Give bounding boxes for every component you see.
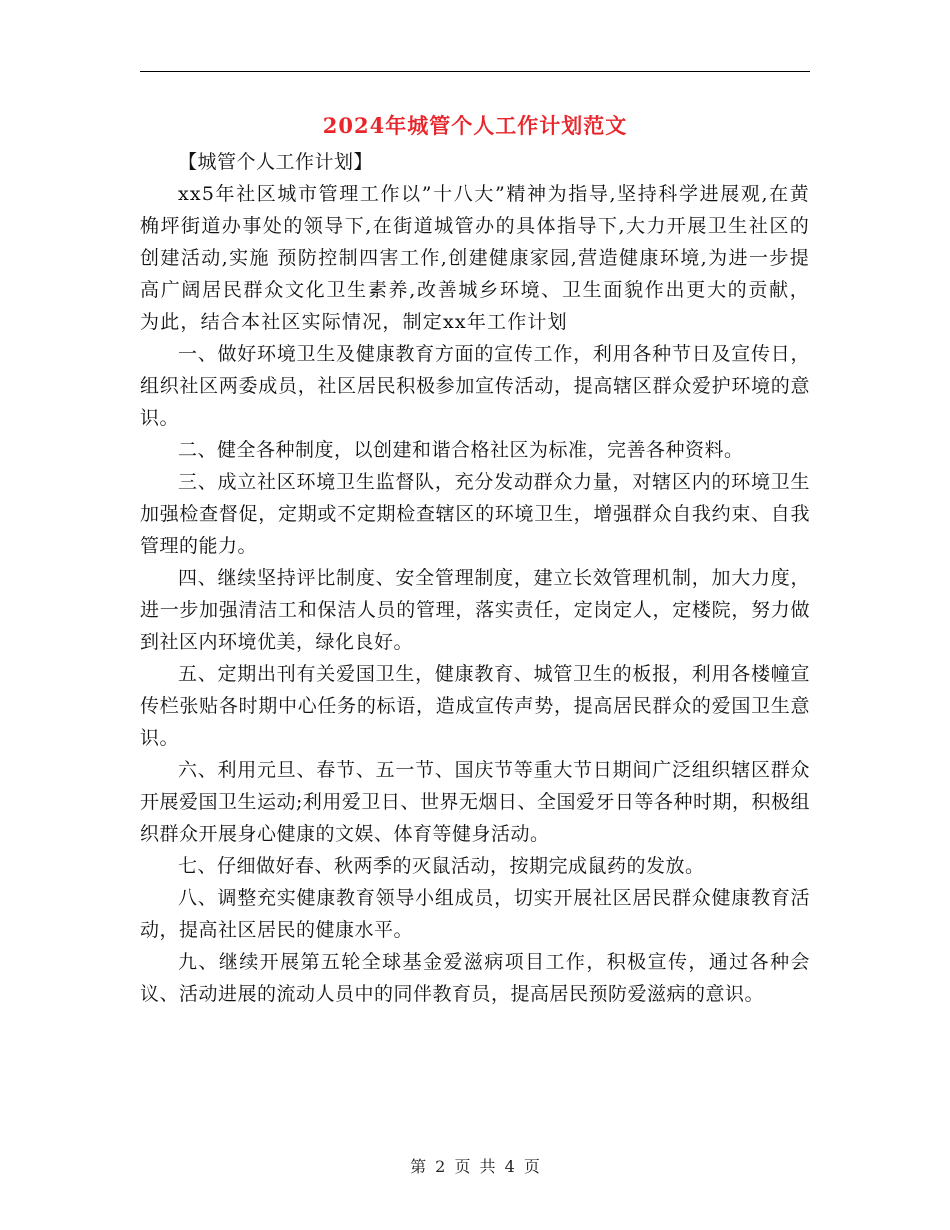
- plan-item-4: 四、继续坚持评比制度、安全管理制度，建立长效管理机制，加大力度，进一步加强清洁工和保洁人员的管理，落实责任，定岗定人，定楼院，努力做到社区内环境优美，绿化良好。: [140, 567, 810, 653]
- plan-item-3: 三、成立社区环境卫生监督队，充分发动群众力量，对辖区内的环境卫生加强检查督促，定期或不定期检查辖区的环境卫生，增强群众自我约束、自我管理的能力。: [140, 471, 810, 557]
- plan-item-5: 五、定期出刊有关爱国卫生，健康教育、城管卫生的板报，利用各楼幢宣传栏张贴各时期中心任务的标语，造成宣传声势，提高居民群众的爱国卫生意识。: [140, 663, 810, 749]
- plan-item-2: 二、健全各种制度，以创建和谐合格社区为标准，完善各种资料。: [178, 439, 744, 461]
- plan-item-1: 一、做好环境卫生及健康教育方面的宣传工作，利用各种节日及宣传日，组织社区两委成员，社区居民积极参加宣传活动，提高辖区群众爱护环境的意识。: [140, 343, 810, 429]
- page-number: 第 2 页 共 4 页: [410, 1157, 540, 1176]
- subheading: 【城管个人工作计划】: [178, 151, 374, 173]
- plan-item-6: 六、利用元旦、春节、五一节、国庆节等重大节日期间广泛组织辖区群众开展爱国卫生运动;利用爱卫日、世界无烟日、全国爱牙日等各种时期，积极组织群众开展身心健康的文娱、体育等健身活动。: [140, 759, 810, 845]
- plan-item-8: 八、调整充实健康教育领导小组成员，切实开展社区居民群众健康教育活动，提高社区居民的健康水平。: [140, 887, 810, 941]
- plan-item-9: 九、继续开展第五轮全球基金爱滋病项目工作，积极宣传，通过各种会议、活动进展的流动人员中的同伴教育员，提高居民预防爱滋病的意识。: [140, 951, 810, 1005]
- document-body: [140, 146, 810, 1010]
- header-rule: [140, 71, 810, 72]
- plan-item-7: 七、仔细做好春、秋两季的灭鼠活动，按期完成鼠药的发放。: [178, 855, 705, 877]
- intro-paragraph: xx5年社区城市管理工作以”十八大”精神为指导,坚持科学进展观,在黄桷坪街道办事处的领导下,在街道城管办的具体指导下,大力开展卫生社区的创建活动,实施 预防控制四害工作,创建健康家园,营造健康环境,为进一步提高广阔居民群众文化卫生素养,改善城乡环境、卫生面貌作出更大的贡献，为此，结合本社区实际情况，制定xx年工作计划: [140, 183, 810, 333]
- document-title: 2024年城管个人工作计划范文: [322, 113, 628, 138]
